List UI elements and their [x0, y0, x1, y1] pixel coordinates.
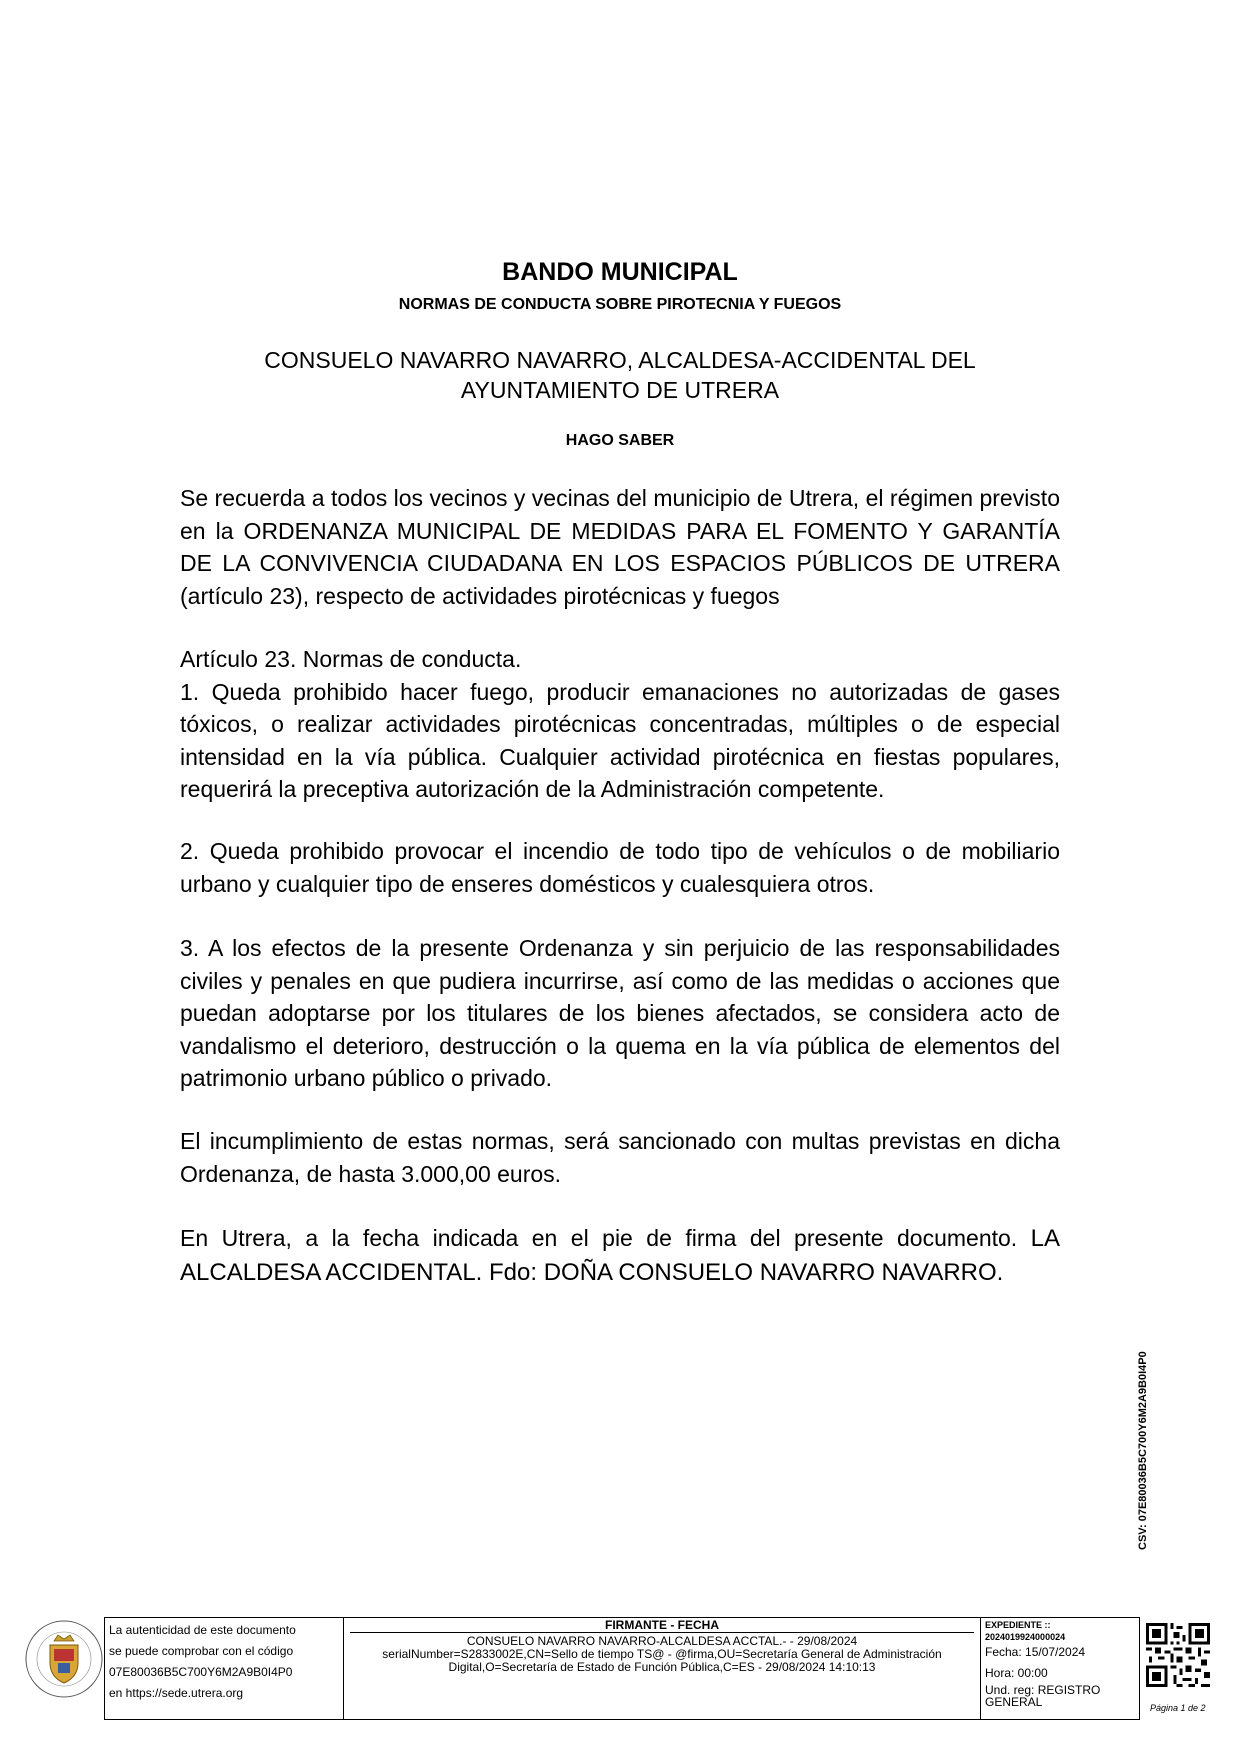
auth-code: 07E80036B5C700Y6M2A9B0I4P0: [109, 1665, 293, 1679]
closing-text: En Utrera, a la fecha indicada en el pie de firma del presente documento.: [180, 1225, 1018, 1251]
signer-box: [343, 1617, 981, 1720]
auth-url[interactable]: en https://sede.utrera.org: [109, 1686, 244, 1700]
article-item-1: 1. Queda prohibido hacer fuego, producir emanaciones no autorizadas de gases tóxicos, o realizar actividades pirotécnicas concentradas, múltiples o de especial intensidad en la vía pública. Cualquier actividad pirotécnica en fiestas populares, requerirá la preceptiva autorización de la Administración competente.: [180, 678, 1060, 802]
csv-vertical-code: CSV: 07E80036B5C700Y6M2A9B0I4P0: [1137, 1351, 1149, 1550]
article-block: [180, 643, 1060, 806]
expediente-hora: Hora: 00:00: [985, 1666, 1048, 1680]
authenticity-box: [104, 1617, 344, 1720]
expediente-box: [980, 1617, 1140, 1720]
signer-header: FIRMANTE - FECHA: [350, 1618, 974, 1633]
article-item-2: 2. Queda prohibido provocar el incendio de todo tipo de vehículos o de mobiliario urbano y cualquier tipo de enseres domésticos y cualesquiera otros.: [180, 838, 1060, 897]
authority-line: CONSUELO NAVARRO NAVARRO, ALCALDESA-ACCIDENTAL DEL AYUNTAMIENTO DE UTRERA: [264, 347, 976, 403]
sanction-paragraph: El incumplimiento de estas normas, será sancionado con multas previstas en dicha Ordenanza, de hasta 3.000,00 euros.: [180, 1128, 1060, 1187]
municipal-seal-icon: [24, 1615, 104, 1703]
document-subtitle: NORMAS DE CONDUCTA SOBRE PIROTECNIA Y FUEGOS: [398, 296, 842, 313]
expediente-registro: Und. reg: REGISTRO GENERAL: [985, 1683, 1101, 1709]
signer-line-3: Digital,O=Secretaría de Estado de Función Pública,C=ES - 29/08/2024 14:10:13: [448, 1660, 876, 1674]
expediente-fecha: Fecha: 15/07/2024: [985, 1645, 1086, 1659]
auth-line-1: La autenticidad de este documento: [109, 1623, 296, 1637]
auth-line-2: se puede comprobar con el código: [109, 1644, 294, 1658]
document-title: BANDO MUNICIPAL: [502, 258, 738, 286]
qr-code-icon: [1146, 1623, 1210, 1687]
article-title: Artículo 23. Normas de conducta.: [180, 646, 522, 672]
expediente-number: 2024019924000024: [985, 1632, 1066, 1642]
signature-text: LA ALCALDESA ACCIDENTAL. Fdo: DOÑA CONSUELO NAVARRO NAVARRO.: [180, 1225, 1060, 1286]
expediente-label: EXPEDIENTE ::: [985, 1620, 1051, 1630]
article-item-3: 3. A los efectos de la presente Ordenanza y sin perjuicio de las responsabilidades civiles y penales en que pudiera incurrirse, así como de las medidas o acciones que puedan adoptarse por los titulares de los bienes afectados, se considera acto de vandalismo el deterioro, destrucción o la quema en la vía pública de elementos del patrimonio urbano público o privado.: [180, 935, 1060, 1091]
hago-saber-heading: HAGO SABER: [565, 432, 675, 449]
intro-paragraph: Se recuerda a todos los vecinos y vecinas del municipio de Utrera, el régimen previsto en la ORDENANZA MUNICIPAL DE MEDIDAS PARA EL FOMENTO Y GARANTÍA DE LA CONVIVENCIA CIUDADANA EN LOS ESPACIOS PÚBLICOS DE UTRERA (artículo 23), respecto de actividades pirotécnicas y fuegos: [180, 485, 1060, 609]
signer-line-2: serialNumber=S2833002E,CN=Sello de tiempo TS@ - @firma,OU=Secretaría General de Administración: [382, 1647, 942, 1661]
closing-paragraph: [180, 1222, 1060, 1289]
signer-line-1: CONSUELO NAVARRO NAVARRO-ALCALDESA ACCTAL.- - 29/08/2024: [466, 1634, 858, 1648]
page-number: Página 1 de 2: [1150, 1703, 1206, 1713]
